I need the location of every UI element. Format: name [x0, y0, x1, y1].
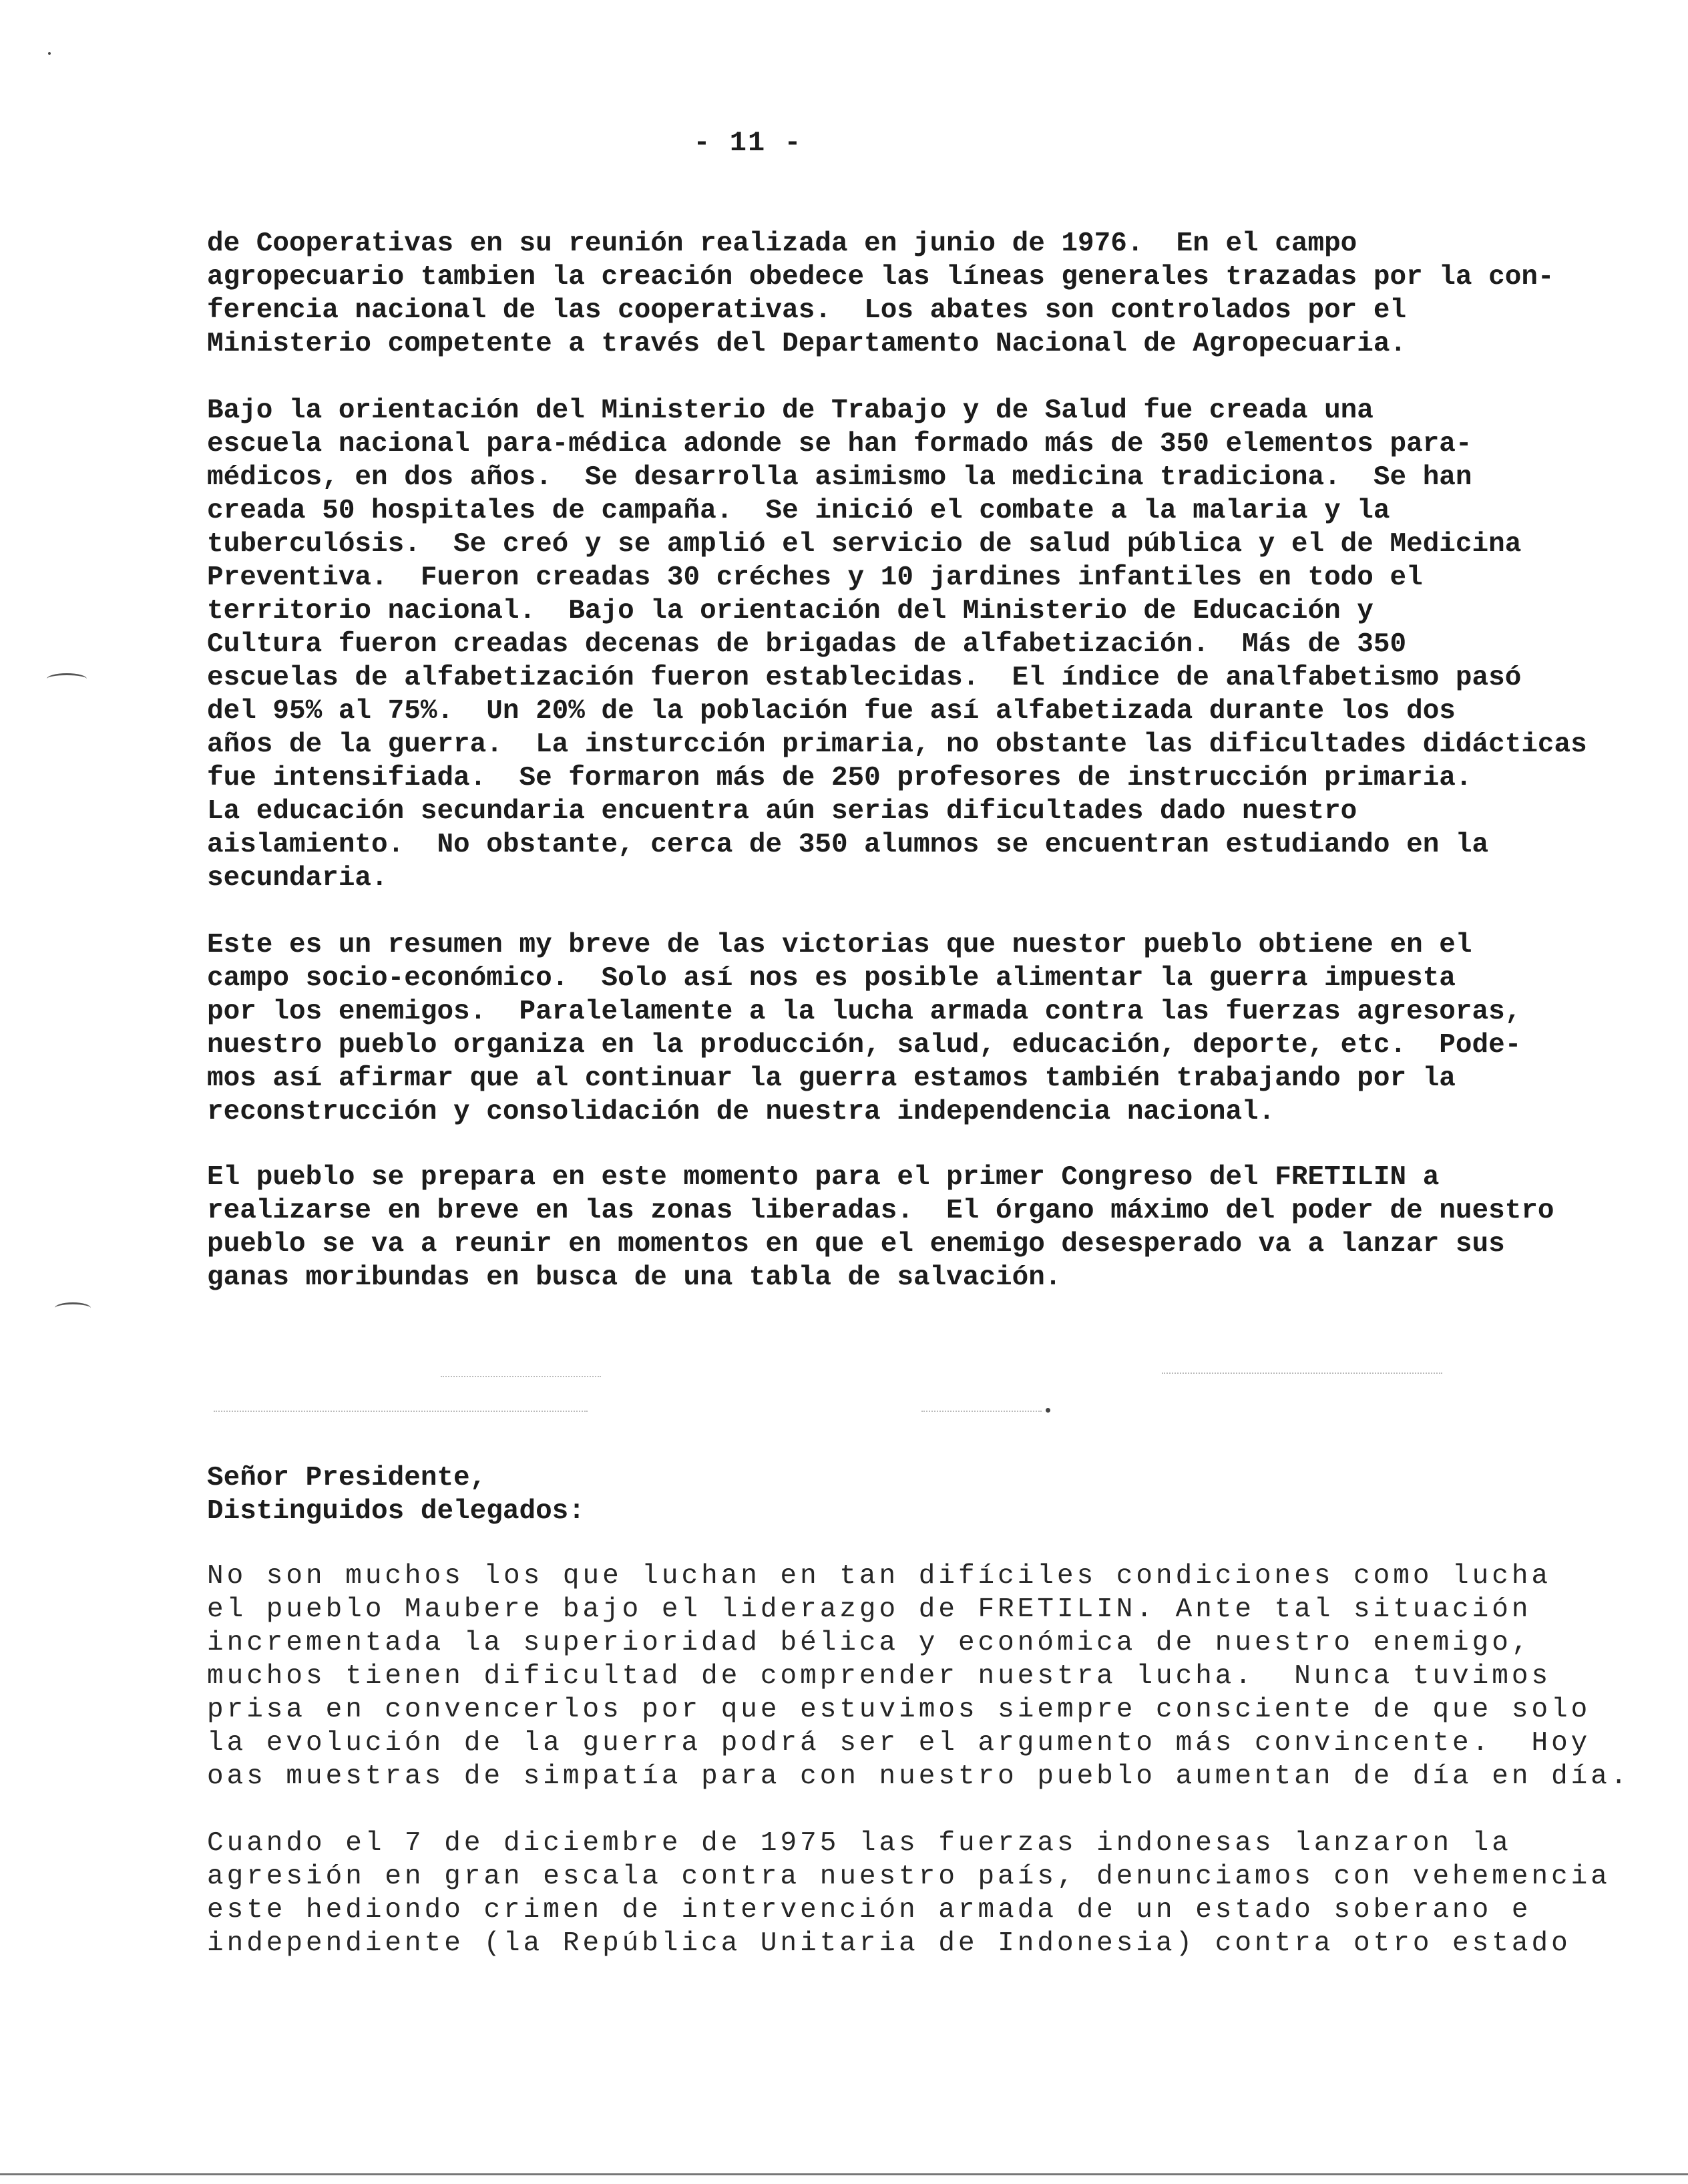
paragraph-pueblo-maubere: No son muchos los que luchan en tan difíciles condiciones como lucha el pueblo Maubere bajo el liderazgo de FRETILIN. Ante tal situación incrementada la superioridad bélica y económica de nuestro enemigo, muchos tienen dificultad de comprender nuestra lucha. Nunca tuvimos prisa en convencerlos por que estuvimos siempre consciente de que solo la evolución de la guerra podrá ser el argumento más convincente. Hoy oas muestras de simpatía para con nuestro pueblo aumentan de día en día. [207, 1561, 1631, 1792]
margin-mark [47, 673, 87, 685]
scan-speck [48, 52, 51, 55]
scan-speck [1046, 1408, 1050, 1413]
paragraph-diciembre-1975: Cuando el 7 de diciembre de 1975 las fuerzas indonesas lanzaron la agresión en gran escala contra nuestro país, denunciamos con vehemencia este hediondo crimen de intervención armada de un estado soberano e independiente (la República Unitaria de Indonesia) contra otro estado [207, 1828, 1611, 1959]
paragraph-salud-educacion: Bajo la orientación del Ministerio de Trabajo y de Salud fue creada una escuela nacional para-médica adonde se han formado más de 350 elementos para- médicos, en dos años. Se desarrolla asimismo la medicina tradiciona. Se han creada 50 hospitales de campaña. Se inició el combate a la malaria y la tuberculósis. Se creó y se amplió el servicio de salud pública y el de Medicina Preventiva. Fueron creadas 30 créches y 10 jardines infantiles en todo el territorio nacional. Bajo la orientación del Ministerio de Educación y Cultura fueron creadas decenas de brigadas de alfabetización. Más de 350 escuelas de alfabetización fueron establecidas. El índice de analfabetismo pasó del 95% al 75%. Un 20% de la población fue así alfabetizada durante los dos años de la guerra. La insturcción primaria, no obstante las dificultades didácticas fue intensifiada. Se formaron más de 250 profesores de instrucción primaria. La educación secundaria encuentra aún serias dificultades dado nuestro aislamiento. No obstante, cerca de 350 alumnos se encuentran estudiando en la secundaria. [207, 395, 1587, 894]
paragraph-congreso-fretilin: El pueblo se prepara en este momento para el primer Congreso del FRETILIN a realizarse en breve en las zonas liberadas. El órgano máximo del poder de nuestro pueblo se va a reunir en momentos en que el enemigo desesperado va a lanzar sus ganas moribundas en busca de una tabla de salvación. [207, 1162, 1554, 1293]
scan-artifact [1162, 1373, 1442, 1374]
scan-artifact [214, 1411, 588, 1412]
greeting: Señor Presidente, Distinguidos delegados: [207, 1463, 585, 1527]
scan-artifact [441, 1376, 601, 1377]
scan-artifact [921, 1411, 1042, 1412]
paragraph-resumen-victorias: Este es un resumen my breve de las victorias que nuestor pueblo obtiene en el campo socio-económico. Solo así nos es posible alimentar la guerra impuesta por los enemigos. Paralelamente a la lucha armada contra las fuerzas agresoras, nuestro pueblo organiza en la producción, salud, educación, deporte, etc. Pode- mos así afirmar que al continuar la guerra estamos también trabajando por la reconstrucción y consolidación de nuestra independencia nacional. [207, 930, 1522, 1127]
page-bottom-edge [0, 2173, 1688, 2175]
margin-mark [55, 1302, 91, 1314]
paragraph-cooperativas: de Cooperativas en su reunión realizada en junio de 1976. En el campo agropecuario tambien la creación obedece las líneas generales trazadas por la con- ferencia nacional de las cooperativas. Los abates son controlados por el Ministerio competente a través del Departamento Nacional de Agropecuaria. [207, 228, 1554, 359]
page-number: - 11 - [693, 127, 803, 159]
